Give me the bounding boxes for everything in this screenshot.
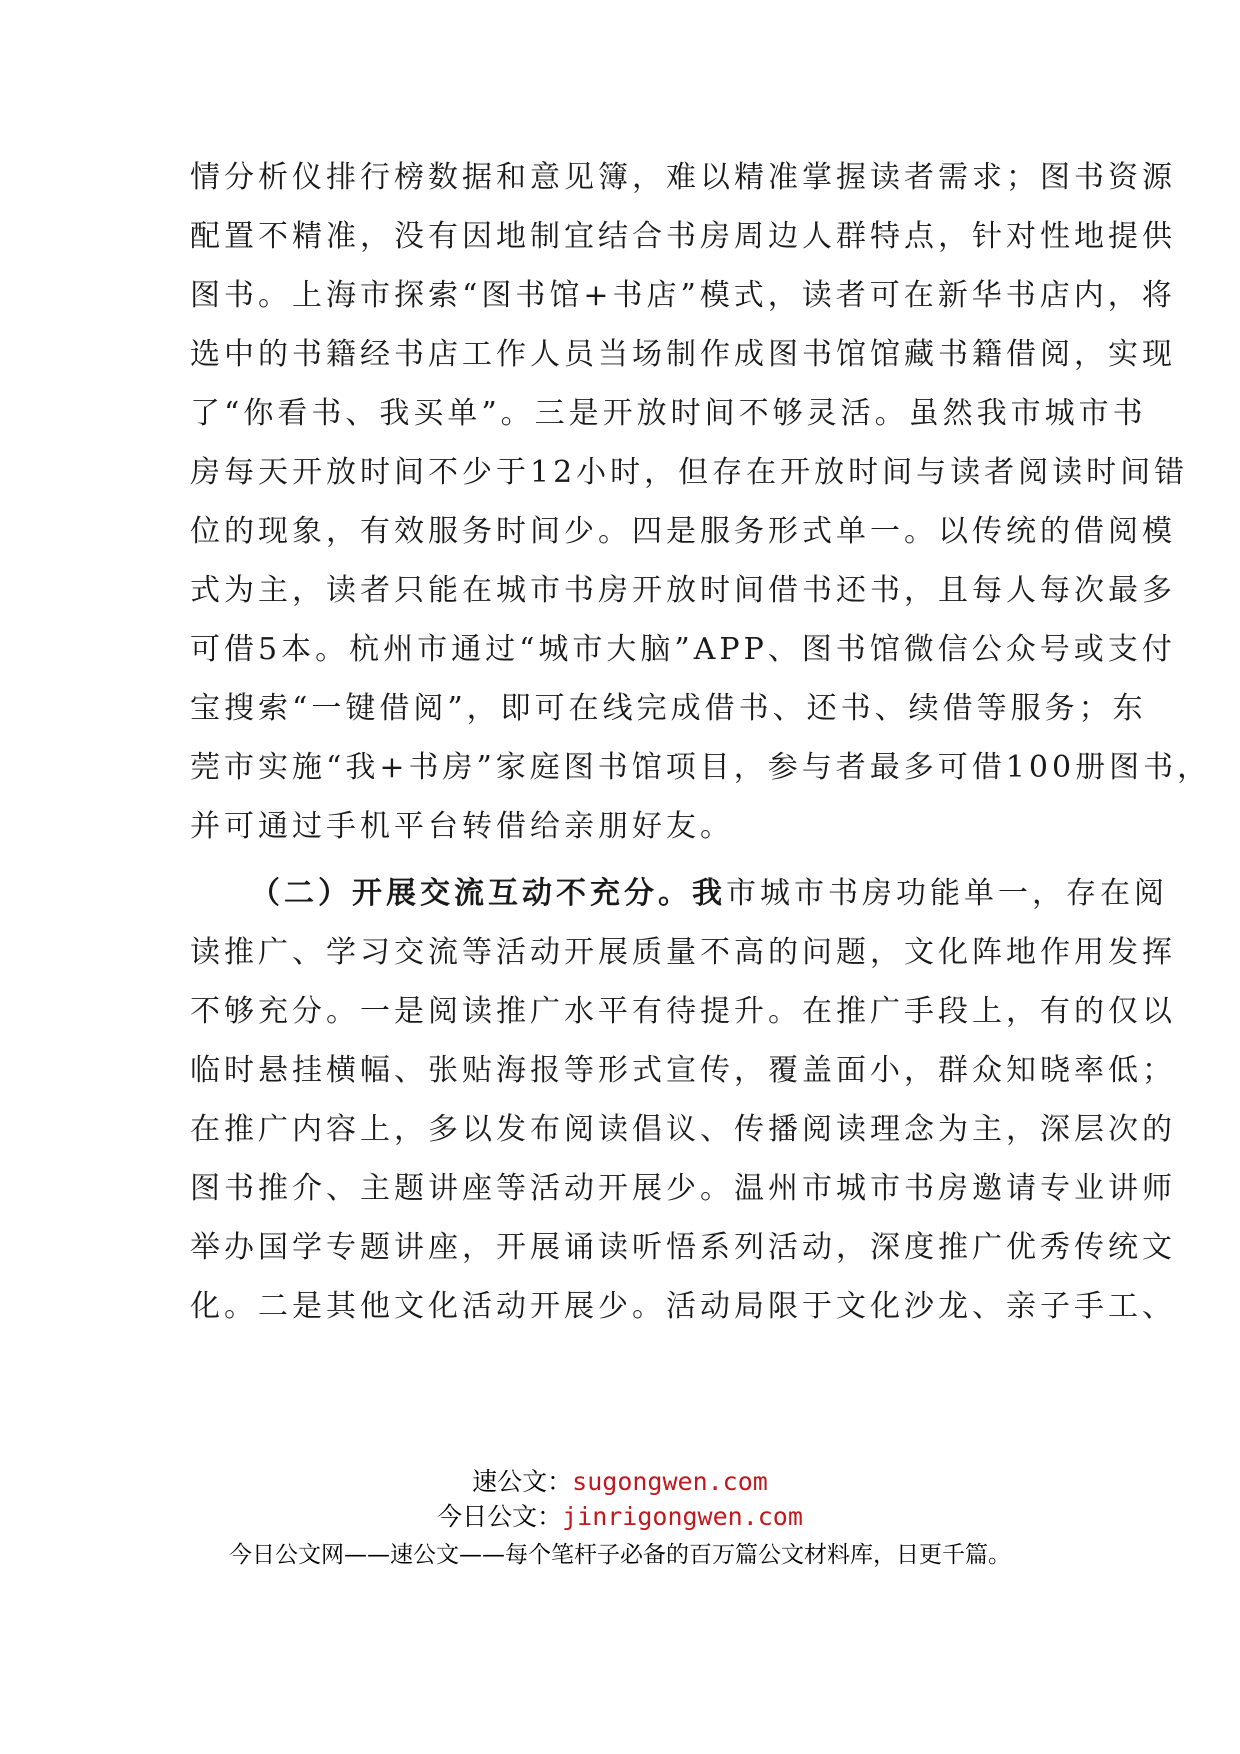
footer-label: 速公文：	[472, 1467, 573, 1496]
footer-line-sugongwen	[0, 1465, 1240, 1499]
body-line: 图书。上海市探索“图书馆+书店”模式，读者可在新华书店内，将	[190, 278, 1176, 313]
body-line: 宝搜索“一键借阅”，即可在线完成借书、还书、续借等服务；东	[190, 691, 1147, 726]
footer-link-jinrigongwen[interactable]: jinrigongwen.com	[562, 1502, 803, 1531]
body-line: 并可通过手机平台转借给亲朋好友。	[190, 809, 734, 844]
body-line: 选中的书籍经书店工作人员当场制作成图书馆馆藏书籍借阅，实现	[190, 337, 1176, 372]
footer-line-jinrigongwen	[0, 1500, 1240, 1534]
body-line: 临时悬挂横幅、张贴海报等形式宣传，覆盖面小，群众知晓率低；	[190, 1053, 1176, 1088]
footer-tagline: 今日公文网——速公文——每个笔杆子必备的百万篇公文材料库，日更千篇。	[229, 1542, 1011, 1568]
footer-label: 今日公文：	[437, 1502, 563, 1531]
body-line: 了“你看书、我买单”。三是开放时间不够灵活。虽然我市城市书	[190, 396, 1147, 431]
body-line: 举办国学专题讲座，开展诵读听悟系列活动，深度推广优秀传统文	[190, 1230, 1176, 1265]
body-line: 不够充分。一是阅读推广水平有待提升。在推广手段上，有的仅以	[190, 994, 1176, 1029]
section-heading: （二）开展交流互动不充分。我	[250, 876, 726, 911]
section-text: 市城市书房功能单一，存在阅	[726, 876, 1168, 911]
body-line: 图书推介、主题讲座等活动开展少。温州市城市书房邀请专业讲师	[190, 1171, 1176, 1206]
body-line: 化。二是其他文化活动开展少。活动局限于文化沙龙、亲子手工、	[190, 1289, 1176, 1324]
body-line: 莞市实施“我+书房”家庭图书馆项目，参与者最多可借100册图书，	[190, 750, 1212, 785]
footer-link-sugongwen[interactable]: sugongwen.com	[572, 1467, 768, 1496]
body-line: 可借5本。杭州市通过“城市大脑”APP、图书馆微信公众号或支付	[190, 632, 1176, 667]
body-line: 配置不精准，没有因地制宜结合书房周边人群特点，针对性地提供	[190, 219, 1176, 254]
body-line: 式为主，读者只能在城市书房开放时间借书还书，且每人每次最多	[190, 573, 1176, 608]
section-heading-line	[250, 874, 1168, 914]
body-line: 在推广内容上，多以发布阅读倡议、传播阅读理念为主，深层次的	[190, 1112, 1176, 1147]
body-line: 读推广、学习交流等活动开展质量不高的问题，文化阵地作用发挥	[190, 935, 1176, 970]
body-line: 位的现象，有效服务时间少。四是服务形式单一。以传统的借阅模	[190, 514, 1176, 549]
body-line: 情分析仪排行榜数据和意见簿，难以精准掌握读者需求；图书资源	[190, 160, 1176, 195]
body-line: 房每天开放时间不少于12小时，但存在开放时间与读者阅读时间错	[190, 455, 1189, 490]
